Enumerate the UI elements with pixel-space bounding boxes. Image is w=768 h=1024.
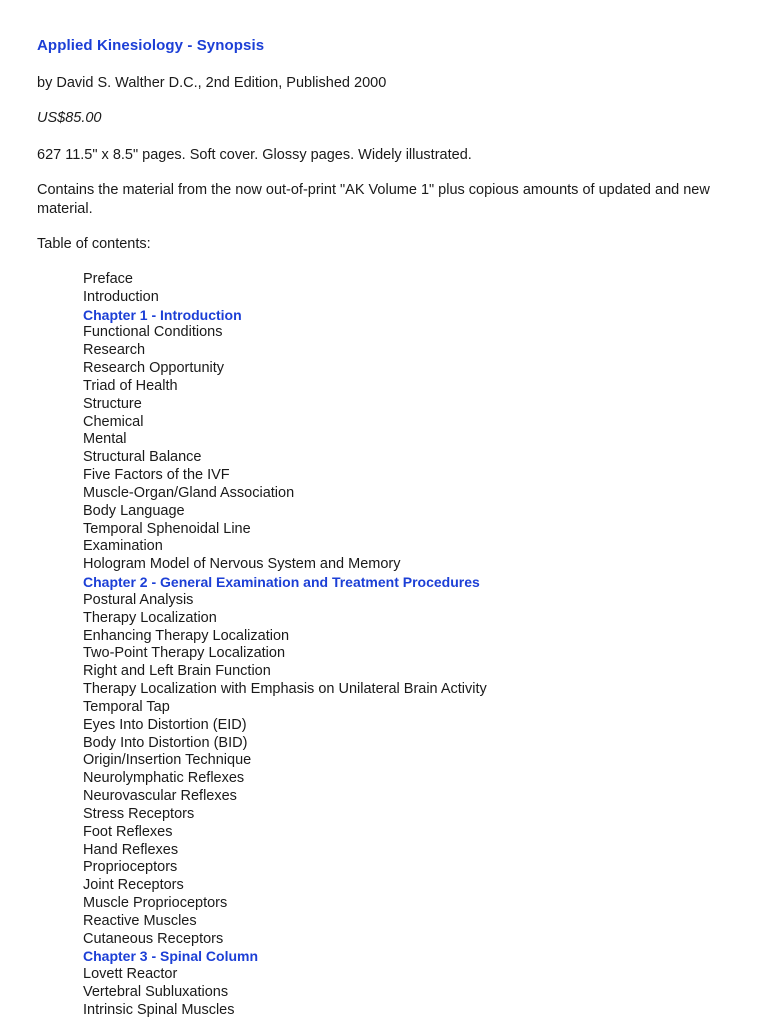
toc-chapter-heading[interactable]: Chapter 3 - Spinal Column bbox=[83, 948, 259, 965]
toc-item: Enhancing Therapy Localization bbox=[83, 627, 290, 644]
book-byline: by David S. Walther D.C., 2nd Edition, Published 2000 bbox=[37, 75, 387, 91]
book-description: Contains the material from the now out-of-print "AK Volume 1" plus copious amounts of updated and new material. bbox=[37, 182, 710, 217]
toc-item: Two-Point Therapy Localization bbox=[83, 645, 286, 662]
toc-chapter-heading[interactable]: Chapter 2 - General Examination and Treatment Procedures bbox=[83, 574, 480, 591]
toc-item: Vertebral Subluxations bbox=[83, 984, 229, 1001]
toc-item: Hand Reflexes bbox=[83, 841, 179, 858]
toc-chapter-heading[interactable]: Chapter 1 - Introduction bbox=[83, 306, 242, 323]
toc-item: Foot Reflexes bbox=[83, 823, 173, 840]
toc-item: Neurovascular Reflexes bbox=[83, 788, 237, 805]
toc-item: Five Factors of the IVF bbox=[83, 467, 230, 484]
toc-item: Research Opportunity bbox=[83, 360, 225, 377]
toc-item: Structural Balance bbox=[83, 449, 202, 466]
toc-item: Body Into Distortion (BID) bbox=[83, 734, 248, 751]
book-specs: 627 11.5" x 8.5" pages. Soft cover. Glossy pages. Widely illustrated. bbox=[37, 147, 472, 163]
toc-item: Chemical bbox=[83, 413, 144, 430]
toc-item: Reactive Muscles bbox=[83, 912, 197, 929]
toc-item: Proprioceptors bbox=[83, 859, 178, 876]
toc-item: Intrinsic Spinal Muscles bbox=[83, 1001, 235, 1018]
toc-item: Cutaneous Receptors bbox=[83, 930, 224, 947]
toc-item: Lovett Reactor bbox=[83, 966, 178, 983]
toc-label: Table of contents: bbox=[37, 236, 151, 252]
toc-item: Introduction bbox=[83, 288, 159, 305]
toc-item: Structure bbox=[83, 395, 142, 412]
toc-item: Right and Left Brain Function bbox=[83, 663, 271, 680]
toc-item: Stress Receptors bbox=[83, 805, 195, 822]
book-price: US$85.00 bbox=[37, 110, 102, 126]
toc-item: Neurolymphatic Reflexes bbox=[83, 770, 245, 787]
toc-item: Functional Conditions bbox=[83, 324, 223, 341]
toc-item: Muscle Proprioceptors bbox=[83, 894, 228, 911]
toc-item: Postural Analysis bbox=[83, 591, 194, 608]
toc-item: Triad of Health bbox=[83, 377, 178, 394]
toc-item: Body Language bbox=[83, 502, 185, 519]
toc-item: Mental bbox=[83, 431, 127, 448]
toc-item: Origin/Insertion Technique bbox=[83, 752, 252, 769]
toc-item: Therapy Localization bbox=[83, 609, 217, 626]
toc-item: Eyes Into Distortion (EID) bbox=[83, 716, 247, 733]
toc-item: Joint Receptors bbox=[83, 877, 184, 894]
book-title[interactable]: Applied Kinesiology - Synopsis bbox=[37, 37, 265, 54]
toc-item: Preface bbox=[83, 271, 133, 287]
toc-item: Temporal Tap bbox=[83, 698, 170, 715]
toc-list bbox=[83, 271, 487, 1020]
toc-item: Temporal Sphenoidal Line bbox=[83, 520, 251, 537]
toc-item: Research bbox=[83, 342, 146, 359]
toc-item: Therapy Localization with Emphasis on Unilateral Brain Activity bbox=[83, 681, 487, 698]
toc-item: Examination bbox=[83, 538, 163, 555]
toc-item: Hologram Model of Nervous System and Memory bbox=[83, 556, 401, 573]
toc-item: Muscle-Organ/Gland Association bbox=[83, 484, 295, 501]
